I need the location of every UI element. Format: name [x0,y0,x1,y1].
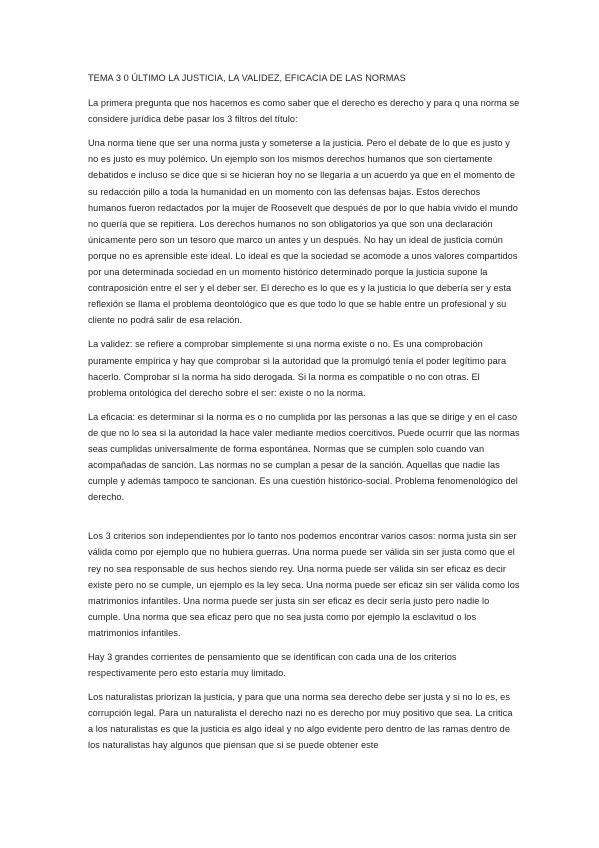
paragraph-corrientes: Hay 3 grandes corrientes de pensamiento que se identifican con cada una de los criterios respectivamente pero esto estaría muy limitado. [88,652,457,679]
document-body [88,70,520,762]
paragraph-intro: La primera pregunta que nos hacemos es como saber que el derecho es derecho y para q una norma se considere jurídica debe pasar los 3 filtros del título: [88,98,520,125]
paragraph-justicia: Una norma tiene que ser una norma justa y someterse a la justicia. Pero el debate de lo que es justo y no es justo es muy polémico. Un ejemplo son los mismos derechos humanos que son ciertamente debatidos e incluso se dice que si se hicieran hoy no se llegaría a un acuerdo ya que en el momento de su redacción pillo a toda la humanidad en un momento con las defensas bajas. Estos derechos humanos fueron redactados por la mujer de Roosevelt que después de por lo que había vivido el mundo no quería que se repitiera. Los derechos humanos no son obligatorios ya que son una declaración únicamente pero son un tesoro que marco un antes y un después. No hay un ideal de justicia común porque no es aprensible este ideal. Lo ideal es que la sociedad se acomode a unos valores compartidos por una determinada sociedad en un momento histórico determinado porque la justicia supone la contraposición entre el ser y el deber ser. El derecho es lo que es y la justicia lo que debería ser y esta reflexión se llama el problema deontológico que es que todo lo que se hable entre un profesional y su cliente no podrá salir de esa relación. [88,138,518,326]
paragraph-spacer [88,513,520,528]
paragraph-criterios: Los 3 criterios son independientes por lo tanto nos podemos encontrar varios casos: norma justa sin ser válida como por ejemplo que no hubiera guerras. Una norma puede ser válida sin ser justa como que el rey no sea responsable de sus hechos siendo rey. Una norma puede ser válida sin ser eficaz es decir existe pero no se cumple, un ejemplo es la ley seca. Una norma puede ser eficaz sin ser válida como los matrimonios infantiles. Una norma puede ser justa sin ser eficaz es decir sería justo pero nadie lo cumple. Una norma que sea eficaz pero que no sea justa como por ejemplo la esclavitud o los matrimonios infantiles. [88,531,520,638]
document-title: TEMA 3 0 ÚLTIMO LA JUSTICIA, LA VALIDEZ, EFICACIA DE LAS NORMAS [88,73,406,83]
paragraph-validez: La validez: se refiere a comprobar simplemente si una norma existe o no. Es una comprobación puramente empírica y hay que comprobar si la autoridad que la promulgó tenía el poder legítimo para hacerlo. Comprobar si la norma ha sido derogada. Si la norma es compatible o no con otras. El problema ontológica del derecho sobre el ser: existe o no la norma. [88,339,507,398]
paragraph-naturalistas: Los naturalistas priorizan la justicia, y para que una norma sea derecho debe ser justa y si no lo es, es corrupción legal. Para un naturalista el derecho nazi no es derecho por muy positivo que sea. La critica a los naturalistas es que la justicia es algo ideal y no algo evidente pero dentro de las ramas dentro de los naturalistas hay algunos que piensan que si se puede obtener este [88,692,513,751]
paragraph-eficacia: La eficacia: es determinar si la norma es o no cumplida por las personas a las que se dirige y en el caso de que no lo sea si la autoridad la hace valer mediante medios coercitivos. Puede ocurrir que las normas seas cumplidas universalmente de forma espontánea. Normas que se cumplen solo cuando van acompañadas de sanción. Las normas no se cumplan a pesar de la sanción. Aquellas que nadie las cumple y además tampoco te sancionan. Es una cuestión histórico-social. Problema fenomenológico del derecho. [88,411,520,503]
